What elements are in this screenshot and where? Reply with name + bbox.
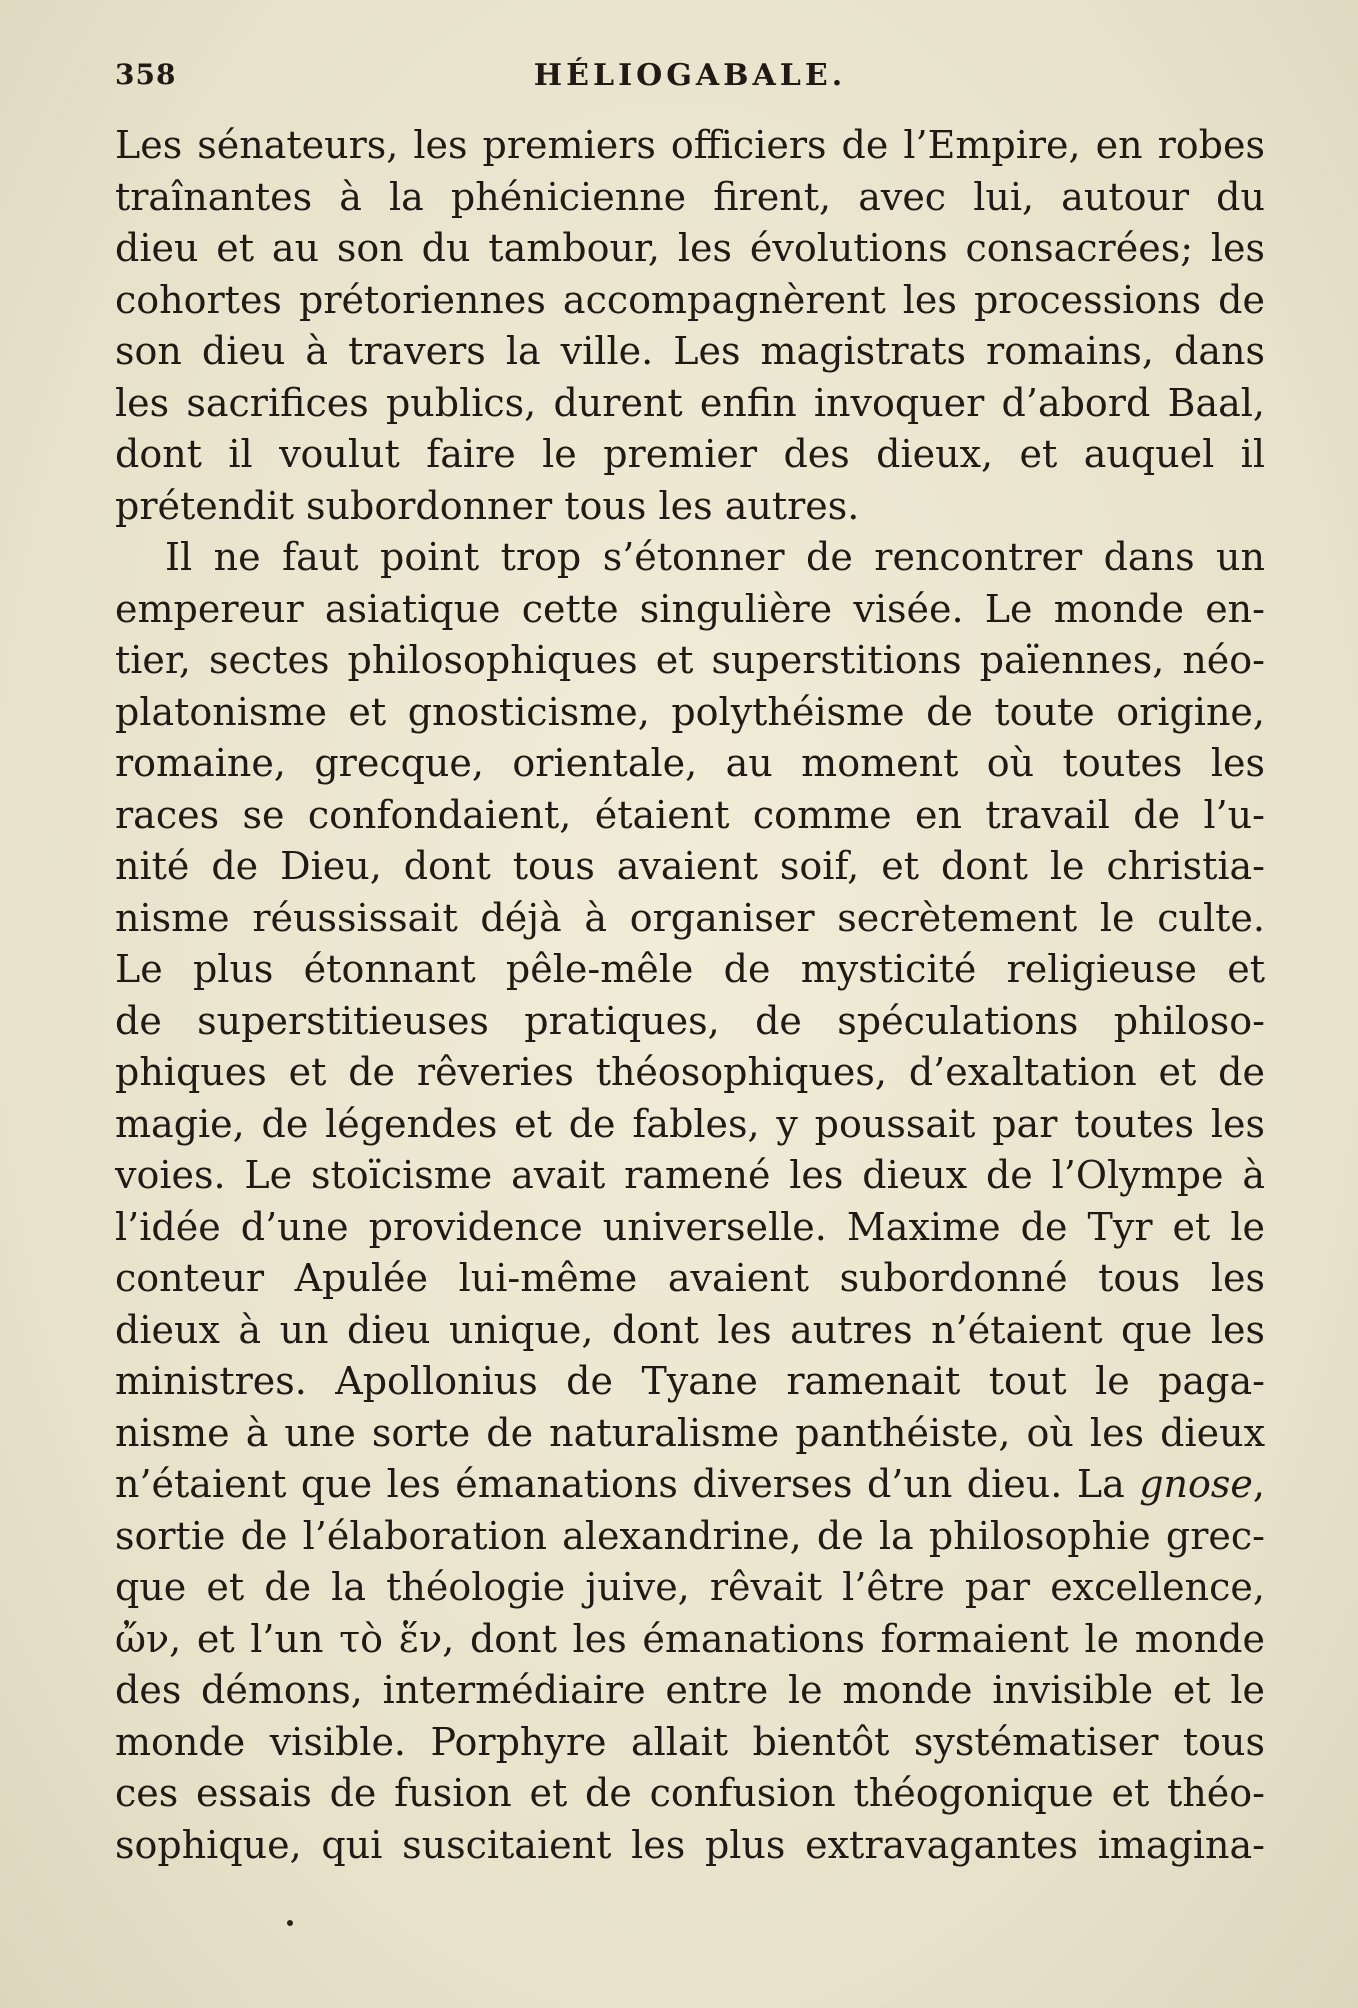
text-line: tier, sectes philosophiques et superstitions païennes, néo-: [115, 638, 1265, 682]
text-line: empereur asiatique cette singulière visée. Le monde en-: [115, 586, 1265, 631]
text-line: ces essais de fusion et de confusion théogonique et théo-: [115, 1771, 1265, 1815]
text-line: romaine, grecque, orientale, au moment où toutes les: [115, 741, 1265, 785]
paragraph-last-line: prétendit subordonner tous les autres.: [115, 483, 860, 528]
text-line: de superstitieuses pratiques, de spéculations philoso-: [115, 998, 1265, 1043]
text-line: voies. Le stoïcisme avait ramené les dieux de l’Olympe à: [115, 1153, 1265, 1197]
body-text: [115, 120, 1265, 1871]
text-line: conteur Apulée lui-même avaient subordonné tous les: [115, 1256, 1265, 1300]
text-line: traînantes à la phénicienne firent, avec lui, autour du: [115, 174, 1265, 219]
ink-speck: [287, 1920, 293, 1926]
text-line: dont il voulut faire le premier des dieux, et auquel il: [115, 432, 1265, 476]
text-line: monde visible. Porphyre allait bientôt systématiser tous: [115, 1719, 1265, 1764]
paragraph-first-line: Il ne faut point trop s’étonner de rencontrer dans un: [165, 535, 1265, 579]
text-line: sophique, qui suscitaient les plus extravagantes imagina-: [115, 1822, 1265, 1867]
text-line: magie, de légendes et de fables, y poussait par toutes les: [115, 1101, 1265, 1146]
text-line: son dieu à travers la ville. Les magistrats romains, dans: [115, 329, 1265, 373]
text-line: ministres. Apollonius de Tyane ramenait tout le paga-: [115, 1359, 1265, 1403]
text-line: sortie de l’élaboration alexandrine, de la philosophie grec-: [115, 1513, 1265, 1558]
text-line: ὤν, et l’un τὸ ἕν, dont les émanations formaient le monde: [115, 1616, 1265, 1661]
text-line: des démons, intermédiaire entre le monde invisible et le: [115, 1668, 1265, 1712]
text-line: dieux à un dieu unique, dont les autres n’étaient que les: [115, 1307, 1265, 1352]
text-line: l’idée d’une providence universelle. Maxime de Tyr et le: [115, 1204, 1265, 1249]
page-number: 358: [115, 58, 177, 91]
text-line: les sacrifices publics, durent enfin invoquer d’abord Baal,: [115, 380, 1265, 425]
text-line: nité de Dieu, dont tous avaient soif, et dont le christia-: [115, 844, 1265, 888]
text-line: n’étaient que les émanations diverses d’un dieu. La gnose,: [115, 1462, 1265, 1506]
text-line: races se confondaient, étaient comme en travail de l’u-: [115, 792, 1265, 837]
text-line: Le plus étonnant pêle-mêle de mysticité religieuse et: [115, 947, 1265, 991]
running-title: HÉLIOGABALE.: [533, 58, 847, 93]
text-line: nisme à une sorte de naturalisme panthéiste, où les dieux: [115, 1410, 1265, 1455]
italic-term: gnose: [1139, 1462, 1253, 1506]
running-head: [115, 58, 1265, 98]
text-line: Les sénateurs, les premiers officiers de l’Empire, en robes: [115, 123, 1265, 167]
text-line: cohortes prétoriennes accompagnèrent les processions de: [115, 277, 1265, 322]
text-line: que et de la théologie juive, rêvait l’être par excellence,: [115, 1565, 1265, 1609]
text-line: dieu et au son du tambour, les évolutions consacrées; les: [115, 226, 1265, 270]
text-line: nisme réussissait déjà à organiser secrètement le culte.: [115, 895, 1265, 940]
text-line: phiques et de rêveries théosophiques, d’exaltation et de: [115, 1050, 1265, 1094]
text-line: platonisme et gnosticisme, polythéisme de toute origine,: [115, 689, 1265, 734]
